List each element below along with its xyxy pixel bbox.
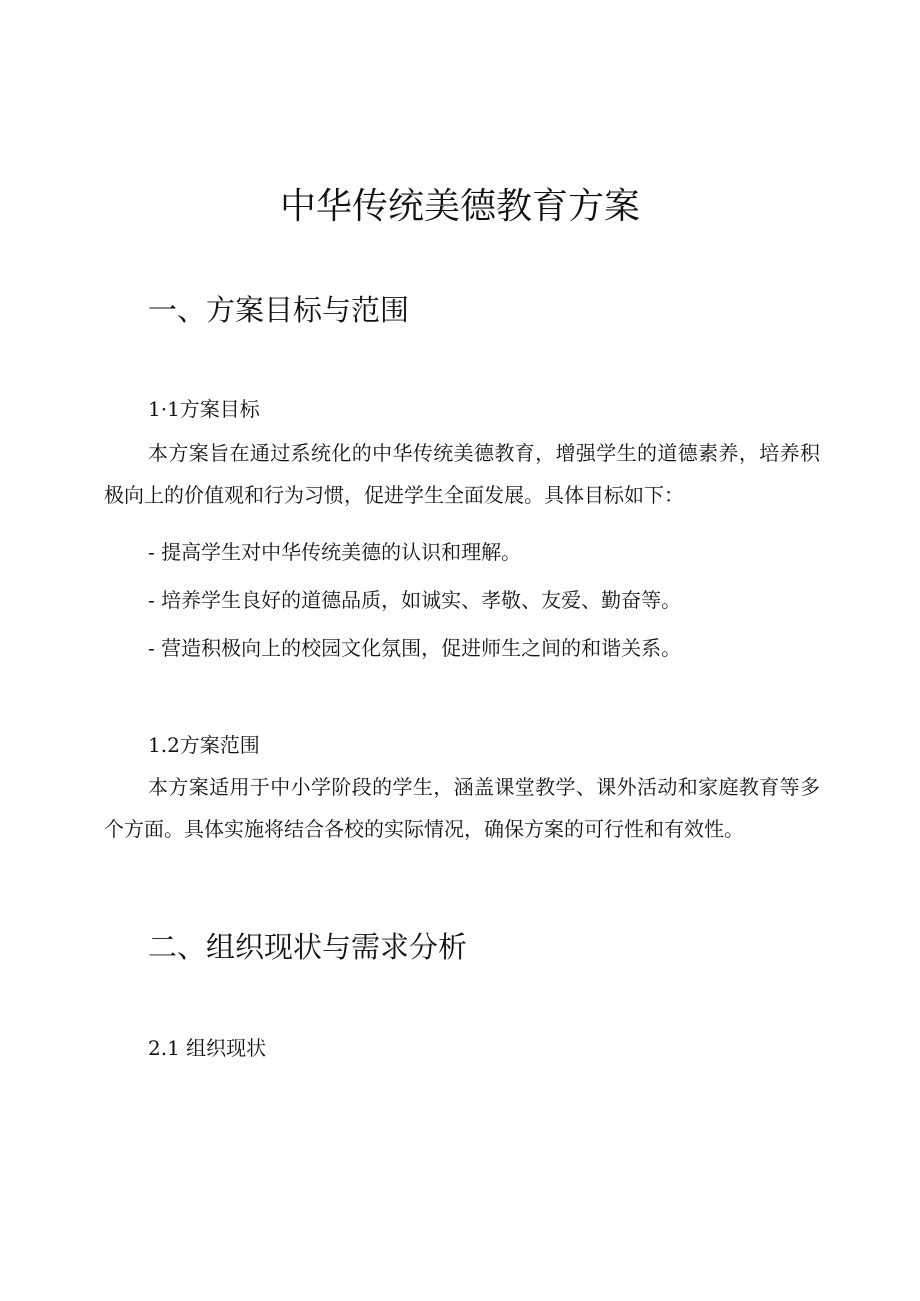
goal-bullet-2: - 培养学生良好的道德品质，如诚实、孝敬、友爱、勤奋等。 — [148, 588, 682, 612]
goal-bullet-1: - 提高学生对中华传统美德的认识和理解。 — [148, 540, 522, 564]
goal-bullet-3: - 营造积极向上的校园文化氛围，促进师生之间的和谐关系。 — [148, 636, 682, 660]
subsection-1-1-heading: 1·1方案目标 — [148, 397, 260, 421]
document-title: 中华传统美德教育方案 — [279, 186, 640, 227]
section-1-heading: 一、方案目标与范围 — [148, 293, 410, 327]
subsection-1-2-heading: 1.2方案范围 — [148, 733, 260, 757]
section-2-heading: 二、组织现状与需求分析 — [148, 930, 468, 964]
subsection-1-2-paragraph: 本方案适用于中小学阶段的学生，涵盖课堂教学、课外活动和家庭教育等多个方面。具体实施将结合各校的实际情况，确保方案的可行性和有效性。 — [104, 775, 820, 841]
subsection-2-1-heading: 2.1 组织现状 — [148, 1036, 267, 1060]
subsection-1-1-paragraph: 本方案旨在通过系统化的中华传统美德教育，增强学生的道德素养，培养积极向上的价值观和行为习惯，促进学生全面发展。具体目标如下： — [104, 441, 820, 507]
